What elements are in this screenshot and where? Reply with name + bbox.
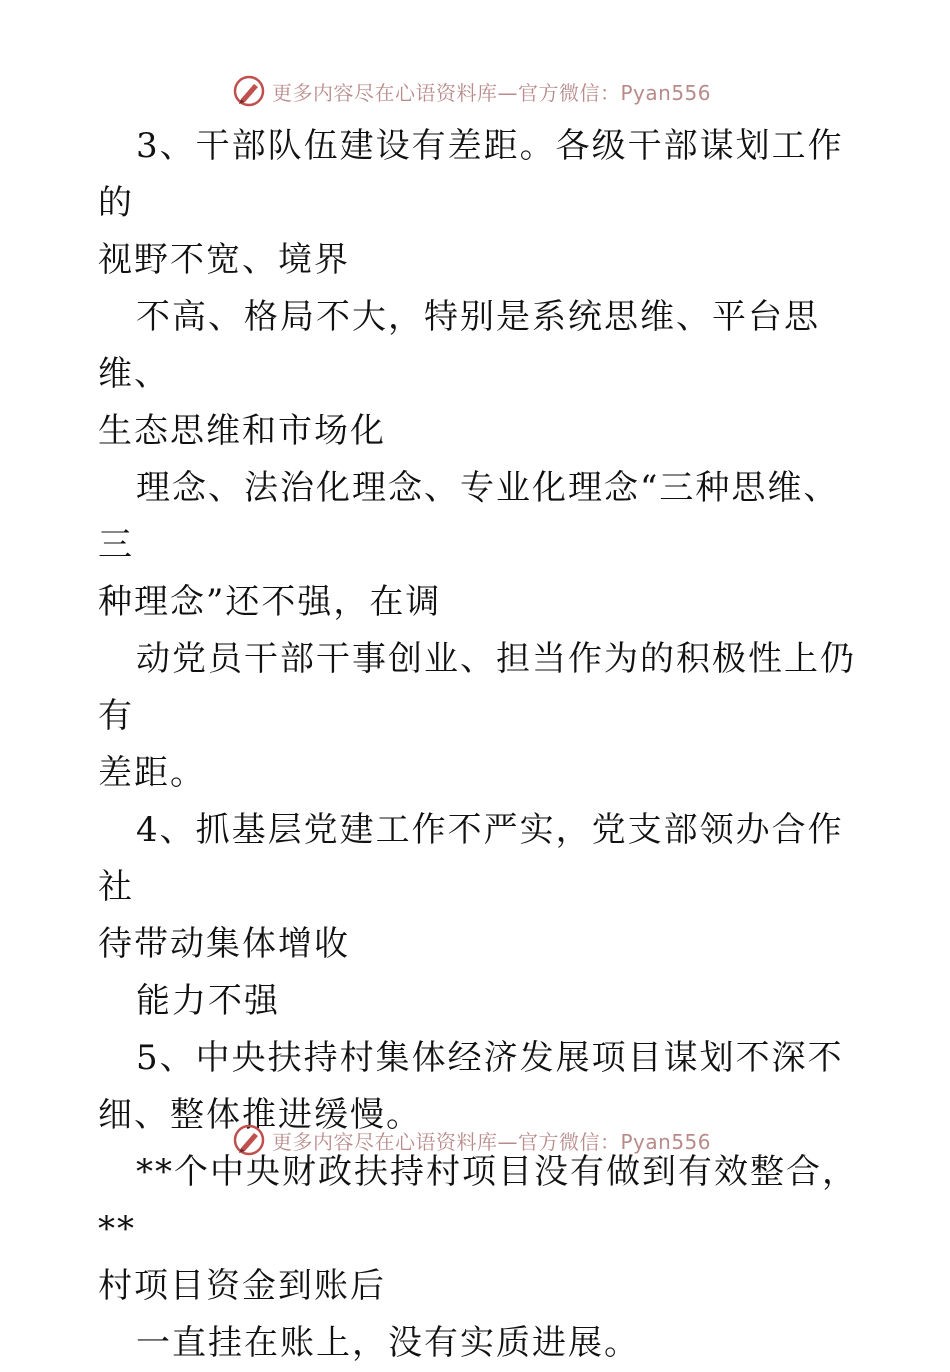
document-body: [98, 118, 858, 1372]
paragraph-line: 3、干部队伍建设有差距。各级干部谋划工作的: [98, 126, 844, 223]
paragraph-line: 动党员干部干事创业、担当作为的积极性上仍有: [98, 639, 856, 736]
watermark-footer: [232, 1123, 711, 1157]
paragraph-line: 视野不宽、境界: [98, 240, 350, 280]
paragraph-line: 差距。: [98, 753, 206, 793]
pen-logo-icon: [232, 74, 266, 108]
paragraph: [98, 631, 858, 802]
pen-logo-icon: [232, 1123, 266, 1157]
paragraph: [98, 1315, 858, 1372]
paragraph: [98, 118, 858, 289]
paragraph-line: 4、抓基层党建工作不严实，党支部领办合作社: [98, 810, 844, 907]
paragraph-line: 不高、格局不大，特别是系统思维、平台思维、: [98, 297, 820, 394]
paragraph-line: 细、整体推进缓慢。: [98, 1095, 422, 1135]
paragraph-line: 生态思维和市场化: [98, 411, 386, 451]
watermark-text: 更多内容尽在心语资料库—官方微信：Pyan556: [272, 80, 712, 105]
paragraph: [98, 973, 858, 1030]
paragraph-line: 理念、法治化理念、专业化理念“三种思维、三: [98, 468, 840, 565]
paragraph-line: 能力不强: [136, 981, 280, 1021]
watermark-text: 更多内容尽在心语资料库—官方微信：Pyan556: [272, 1129, 712, 1154]
watermark-header: [232, 74, 711, 108]
paragraph-line: 一直挂在账上，没有实质进展。: [136, 1323, 640, 1363]
paragraph-line: 待带动集体增收: [98, 924, 350, 964]
paragraph-line: 村项目资金到账后: [98, 1266, 386, 1306]
paragraph-line: 种理念”还不强，在调: [98, 582, 442, 622]
paragraph-line: 5、中央扶持村集体经济发展项目谋划不深不: [136, 1038, 844, 1078]
paragraph-line: **个中央财政扶持村项目没有做到有效整合，**: [98, 1152, 858, 1249]
paragraph: [98, 802, 858, 973]
paragraph: [98, 460, 858, 631]
paragraph: [98, 289, 858, 460]
